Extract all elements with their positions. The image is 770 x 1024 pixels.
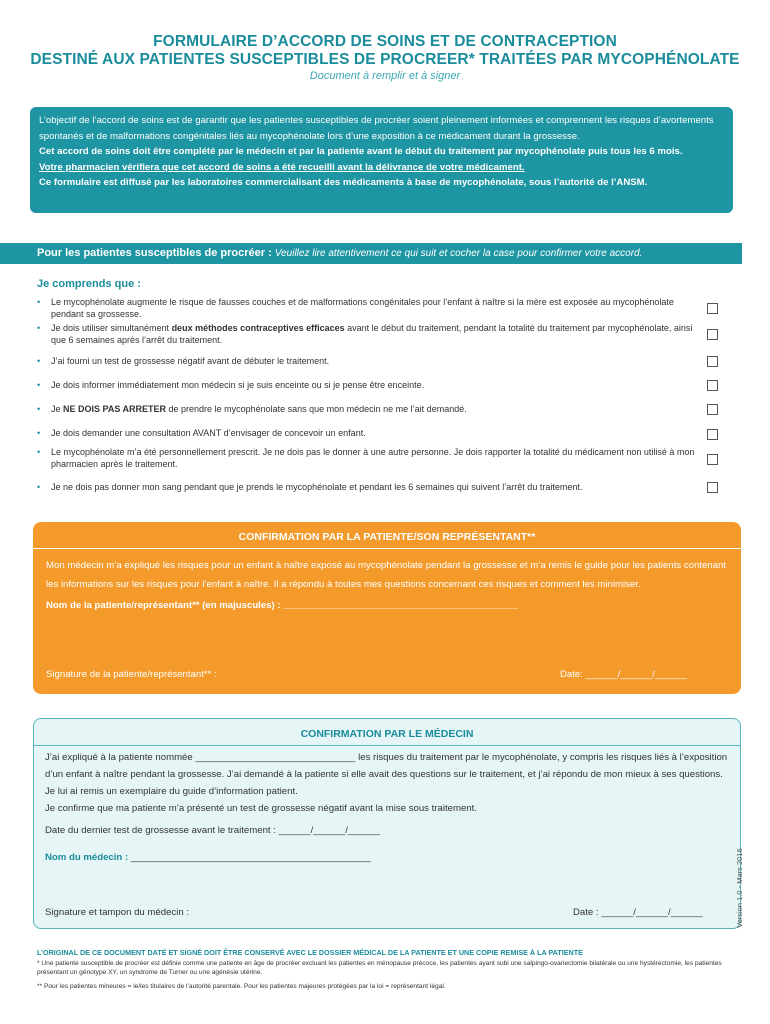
patient-confirmation-title: CONFIRMATION PAR LA PATIENTE/SON REPRÉSENTANT** xyxy=(33,522,741,549)
patient-date-field[interactable]: Date: ______/______/______ xyxy=(560,669,687,680)
understand-title: Je comprends que : xyxy=(37,278,141,290)
intro-paragraph-2: Cet accord de soins doit être complété par le médecin et par la patiente avant le début du traitement par mycophénolate puis tous les 6 mois. xyxy=(39,146,683,157)
consent-checkbox-8[interactable] xyxy=(707,482,718,493)
consent-checkbox-4[interactable] xyxy=(707,380,718,391)
doctor-signature-field[interactable]: Signature et tampon du médecin : xyxy=(45,907,189,918)
section-bar xyxy=(0,243,742,264)
section-bar-title: Pour les patientes susceptibles de procréer : xyxy=(37,247,272,259)
doctor-date-field[interactable]: Date : ______/______/______ xyxy=(573,907,703,918)
intro-paragraph-4: Ce formulaire est diffusé par les laboratoires commercialisant des médicaments à base de mycophénolate, sous l’autorité de l’ANSM. xyxy=(39,177,648,188)
patient-name-field[interactable]: Nom de la patiente/représentant** (en majuscules) : ____________________________________________ xyxy=(46,600,519,611)
consent-item-7: • Le mycophénolate m’a été personnellement prescrit. Je ne dois pas le donner à une autre personne. Je dois rapporter la totalité du médicament non utilisé à mon pharmacien après le traitement. xyxy=(37,447,695,469)
consent-checkbox-3[interactable] xyxy=(707,356,718,367)
subtitle: Document à remplir et à signer xyxy=(309,70,461,82)
doctor-confirmation-box xyxy=(33,718,741,929)
last-pregnancy-test-date-field[interactable]: Date du dernier test de grossesse avant le traitement : ______/______/______ xyxy=(45,825,380,836)
doctor-name-line: _____________________________________________ xyxy=(130,852,371,863)
footer-note-1: * Une patiente susceptible de procréer est définie comme une patiente en âge de procréer excluant les patientes en ménopause précoce, les patientes ayant subi une salpingo-ovariectomie bilatérale ou une hystérectomie, les patientes présentant un génotype XY, un syndrome de Turner ou une agénésie utérine. xyxy=(37,960,722,976)
consent-item-4: • Je dois informer immédiatement mon médecin si je suis enceinte ou si je pense être enceinte. xyxy=(37,380,425,390)
patient-signature-field[interactable]: Signature de la patiente/représentant** : xyxy=(46,669,217,680)
patient-confirmation-text: Mon médecin m’a expliqué les risques pour un enfant à naître exposé au mycophénolate pendant la grossesse et m’a remis le guide pour les patients contenant les informations sur les risques pour l’enfant à naître. Il a répondu à toutes mes questions concernant ces risques et comment les minimiser. xyxy=(46,560,726,590)
footer-main-notice: L’ORIGINAL DE CE DOCUMENT DATÉ ET SIGNÉ DOIT ÊTRE CONSERVÉ AVEC LE DOSSIER MÉDICAL DE LA PATIENTE ET UNE COPIE REMISE À LA PATIENTE xyxy=(37,948,583,957)
consent-item-6: • Je dois demander une consultation AVANT d’envisager de concevoir un enfant. xyxy=(37,428,366,438)
consent-checkbox-7[interactable] xyxy=(707,454,718,465)
doctor-name-label: Nom du médecin : xyxy=(45,852,129,863)
doctor-statement: J’ai expliqué à la patiente nommée ______________________________ les risques du traitement par le mycophénolate, y compris les risques liés à l’exposition d’un enfant à naître pendant la grossesse. J’ai demandé à la patiente si elle avait des questions sur le traitement, et j’ai répondu de mon mieux à ses questions. Je lui ai remis un exemplaire du guide d’information patient. xyxy=(45,752,728,797)
title-line-1: FORMULAIRE D’ACCORD DE SOINS ET DE CONTRACEPTION xyxy=(153,33,617,50)
consent-item-3: • J’ai fourni un test de grossesse négatif avant de débuter le traitement. xyxy=(37,356,330,366)
doctor-name-field[interactable] xyxy=(45,852,371,863)
consent-item-1: • Le mycophénolate augmente le risque de fausses couches et de malformations congénitales pour l’enfant à naître si la mère est exposée au mycophénolate pendant sa grossesse. xyxy=(37,297,674,319)
footer-note-2: ** Pour les patientes mineures = le/les titulaires de l’autorité parentale. Pour les patientes majeures protégées par la loi = représentant légal. xyxy=(37,983,446,990)
version-label: Version 1.0 - Mars 2016 xyxy=(735,848,744,928)
section-bar-instruction: Veuillez lire attentivement ce qui suit et cocher la case pour confirmer votre accord. xyxy=(274,248,643,259)
intro-box xyxy=(30,107,733,213)
consent-item-5: • Je NE DOIS PAS ARRETER de prendre le mycophénolate sans que mon médecin ne me l’ait demandé. xyxy=(37,404,467,414)
doctor-confirmation-title: CONFIRMATION PAR LE MÉDECIN xyxy=(34,719,740,746)
consent-checkbox-5[interactable] xyxy=(707,404,718,415)
title-line-2: DESTINÉ AUX PATIENTES SUSCEPTIBLES DE PROCREER* TRAITÉES PAR MYCOPHÉNOLATE xyxy=(30,51,740,68)
patient-confirmation-box xyxy=(33,522,741,694)
doctor-pregnancy-test-statement: Je confirme que ma patiente m’a présenté un test de grossesse négatif avant la mise sous traitement. xyxy=(45,803,477,814)
consent-checkbox-1[interactable] xyxy=(707,303,718,314)
doctor-confirmation-text xyxy=(45,749,730,817)
consent-item-2: • Je dois utiliser simultanément deux méthodes contraceptives efficaces avant le début du traitement, pendant la totalité du traitement par mycophénolate, ainsi que 6 semaines après l’arrêt du traitement. xyxy=(37,323,693,345)
consent-checkbox-6[interactable] xyxy=(707,429,718,440)
consent-item-8: • Je ne dois pas donner mon sang pendant que je prends le mycophénolate et pendant les 6 semaines qui suivent l’arrêt du traitement. xyxy=(37,482,583,492)
consent-checkbox-2[interactable] xyxy=(707,329,718,340)
intro-paragraph-1: L’objectif de l’accord de soins est de garantir que les patientes susceptibles de procréer soient pleinement informées et comprennent les risques d’avortements spontanés et de malformations congénitales liés au mycophénolate lors d’une exposition à ce médicament durant la grossesse. xyxy=(39,115,714,142)
intro-paragraph-3: Votre pharmacien vérifiera que cet accord de soins a été recueilli avant la délivrance de votre médicament. xyxy=(39,161,525,173)
